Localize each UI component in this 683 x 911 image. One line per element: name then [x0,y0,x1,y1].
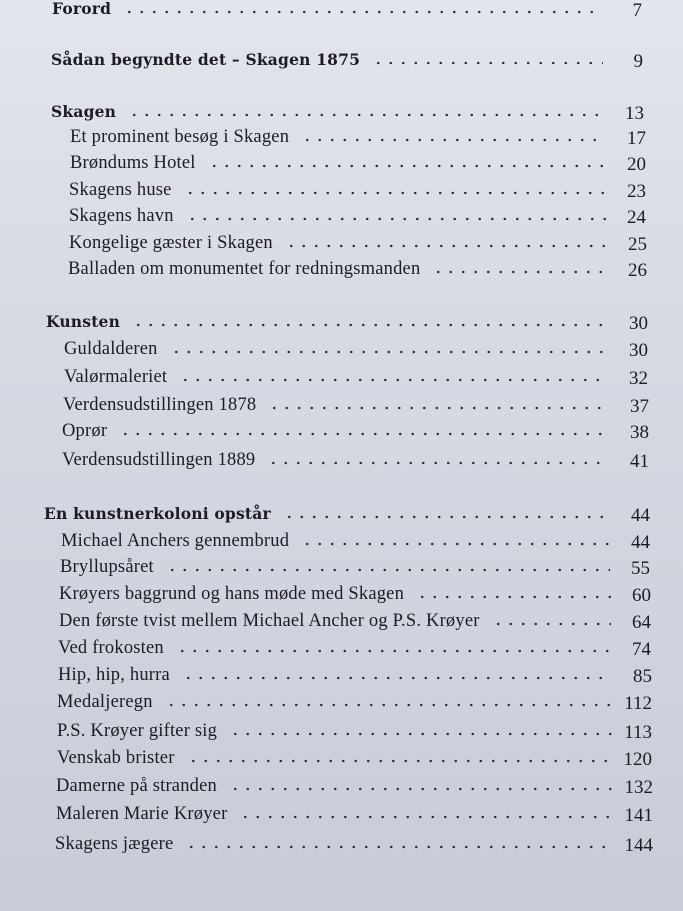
toc-subsection-title: Brøndums Hotel [70,153,196,173]
toc-subsection-title: Bryllupsåret [60,557,154,577]
toc-leader-dots [229,729,612,739]
toc-page-number: 9 [633,51,643,72]
toc-leader-dots [285,241,607,251]
toc-leader-dots [165,700,612,710]
toc-page-number: 23 [627,181,646,202]
toc-page-number: 132 [624,777,653,798]
toc-subsection-title: Skagens jægere [55,834,174,854]
toc-entry [0,100,683,126]
toc-page-number: 30 [629,313,648,334]
toc-subsection-title: Guldalderen [64,339,158,359]
toc-entry [0,529,683,555]
toc-entry [0,125,683,151]
toc-entry [0,48,683,74]
toc-entry [0,178,683,204]
toc-leader-dots [208,161,606,171]
toc-subsection-title: Skagens havn [69,206,174,226]
toc-section-title: En kunstnerkoloni opstår [44,504,271,523]
toc-page-number: 112 [624,693,652,714]
toc-entry [0,502,683,528]
toc-subsection-title: Balladen om monumentet for redningsmanden [68,259,421,279]
toc-entry [0,204,683,230]
toc-entry [0,663,683,689]
toc-page-number: 17 [627,128,646,149]
toc-subsection-title: Et prominent besøg i Skagen [70,127,290,147]
toc-page-number: 120 [623,749,652,770]
toc-section-title: Skagen [51,102,117,121]
toc-subsection-title: Den første tvist mellem Michael Ancher og P.S. Krøyer [59,611,480,631]
toc-entry [0,802,683,828]
toc-subsection-title: Valørmaleriet [64,367,168,387]
toc-leader-dots [179,375,608,385]
toc-leader-dots [166,565,610,575]
toc-leader-dots [119,429,609,439]
toc-leader-dots [132,320,608,330]
toc-leader-dots [268,403,609,413]
toc-leader-dots [186,214,606,224]
toc-subsection-title: Oprør [62,421,108,441]
toc-entry [0,448,683,474]
toc-entry [0,0,683,23]
toc-page-number: 13 [625,103,644,124]
toc-leader-dots [170,347,608,357]
toc-subsection-title: Venskab brister [57,748,175,768]
toc-subsection-title: Medaljeregn [57,692,153,712]
toc-subsection-title: Verdensudstillingen 1878 [63,395,257,415]
toc-page-number: 30 [629,340,648,361]
toc-page-number: 41 [630,451,649,472]
toc-entry [0,636,683,662]
toc-page-number: 26 [628,260,647,281]
toc-subsection-title: Krøyers baggrund og hans møde med Skagen [59,584,405,604]
toc-section-title: Forord [52,0,112,18]
toc-leader-dots [123,7,602,17]
toc-entry [0,337,683,363]
toc-leader-dots [267,458,609,468]
toc-page-number: 74 [632,639,651,660]
toc-leader-dots [128,110,604,120]
toc-subsection-title: Kongelige gæster i Skagen [69,233,273,253]
toc-leader-dots [239,812,613,822]
toc-leader-dots [416,592,611,602]
toc-entry [0,746,683,772]
toc-page-number: 24 [627,207,646,228]
toc-entry [0,310,683,336]
toc-page-number: 141 [624,805,653,826]
toc-leader-dots [301,135,606,145]
toc-page-number: 113 [624,722,652,743]
toc-entry [0,774,683,800]
toc-entry [0,231,683,257]
toc-page-number: 25 [628,234,647,255]
toc-entry [0,257,683,283]
toc-page-number: 85 [633,666,652,687]
toc-subsection-title: P.S. Krøyer gifter sig [57,721,218,741]
toc-entry [0,555,683,581]
toc-leader-dots [301,539,610,549]
toc-subsection-title: Ved frokosten [58,638,164,658]
toc-page-number: 64 [632,612,651,633]
toc-subsection-title: Maleren Marie Krøyer [56,804,228,824]
toc-leader-dots [372,58,603,68]
toc-entry [0,151,683,177]
toc-leader-dots [185,842,613,852]
toc-page-number: 144 [624,835,653,856]
toc-section-title: Sådan begyndte det – Skagen 1875 [51,50,361,69]
toc-page-number: 44 [631,532,650,553]
toc-page-number: 32 [629,368,648,389]
toc-leader-dots [176,646,611,656]
toc-subsection-title: Damerne på stranden [56,776,217,796]
toc-subsection-title: Michael Anchers gennembrud [61,531,290,551]
toc-page-number: 38 [630,422,649,443]
toc-subsection-title: Skagens huse [69,180,172,200]
toc-section-title: Kunsten [46,312,121,331]
toc-entry [0,393,683,419]
toc-entry [0,690,683,716]
toc-entry [0,582,683,608]
toc-entry [0,419,683,445]
toc-page-number: 20 [627,154,646,175]
toc-page-number: 55 [631,558,650,579]
toc-leader-dots [432,267,607,277]
toc-subsection-title: Hip, hip, hurra [58,665,170,685]
toc-leader-dots [229,784,613,794]
toc-leader-dots [187,756,612,766]
toc-page-number: 37 [630,396,649,417]
toc-page-number: 60 [632,585,651,606]
toc-subsection-title: Verdensudstillingen 1889 [62,450,256,470]
toc-leader-dots [184,188,606,198]
toc-entry [0,719,683,745]
toc-leader-dots [182,673,612,683]
toc-entry [0,832,683,858]
toc-entry [0,365,683,391]
toc-page-number: 7 [632,0,642,21]
toc-page-number: 44 [631,505,650,526]
toc-entry [0,609,683,635]
toc-leader-dots [283,512,610,522]
